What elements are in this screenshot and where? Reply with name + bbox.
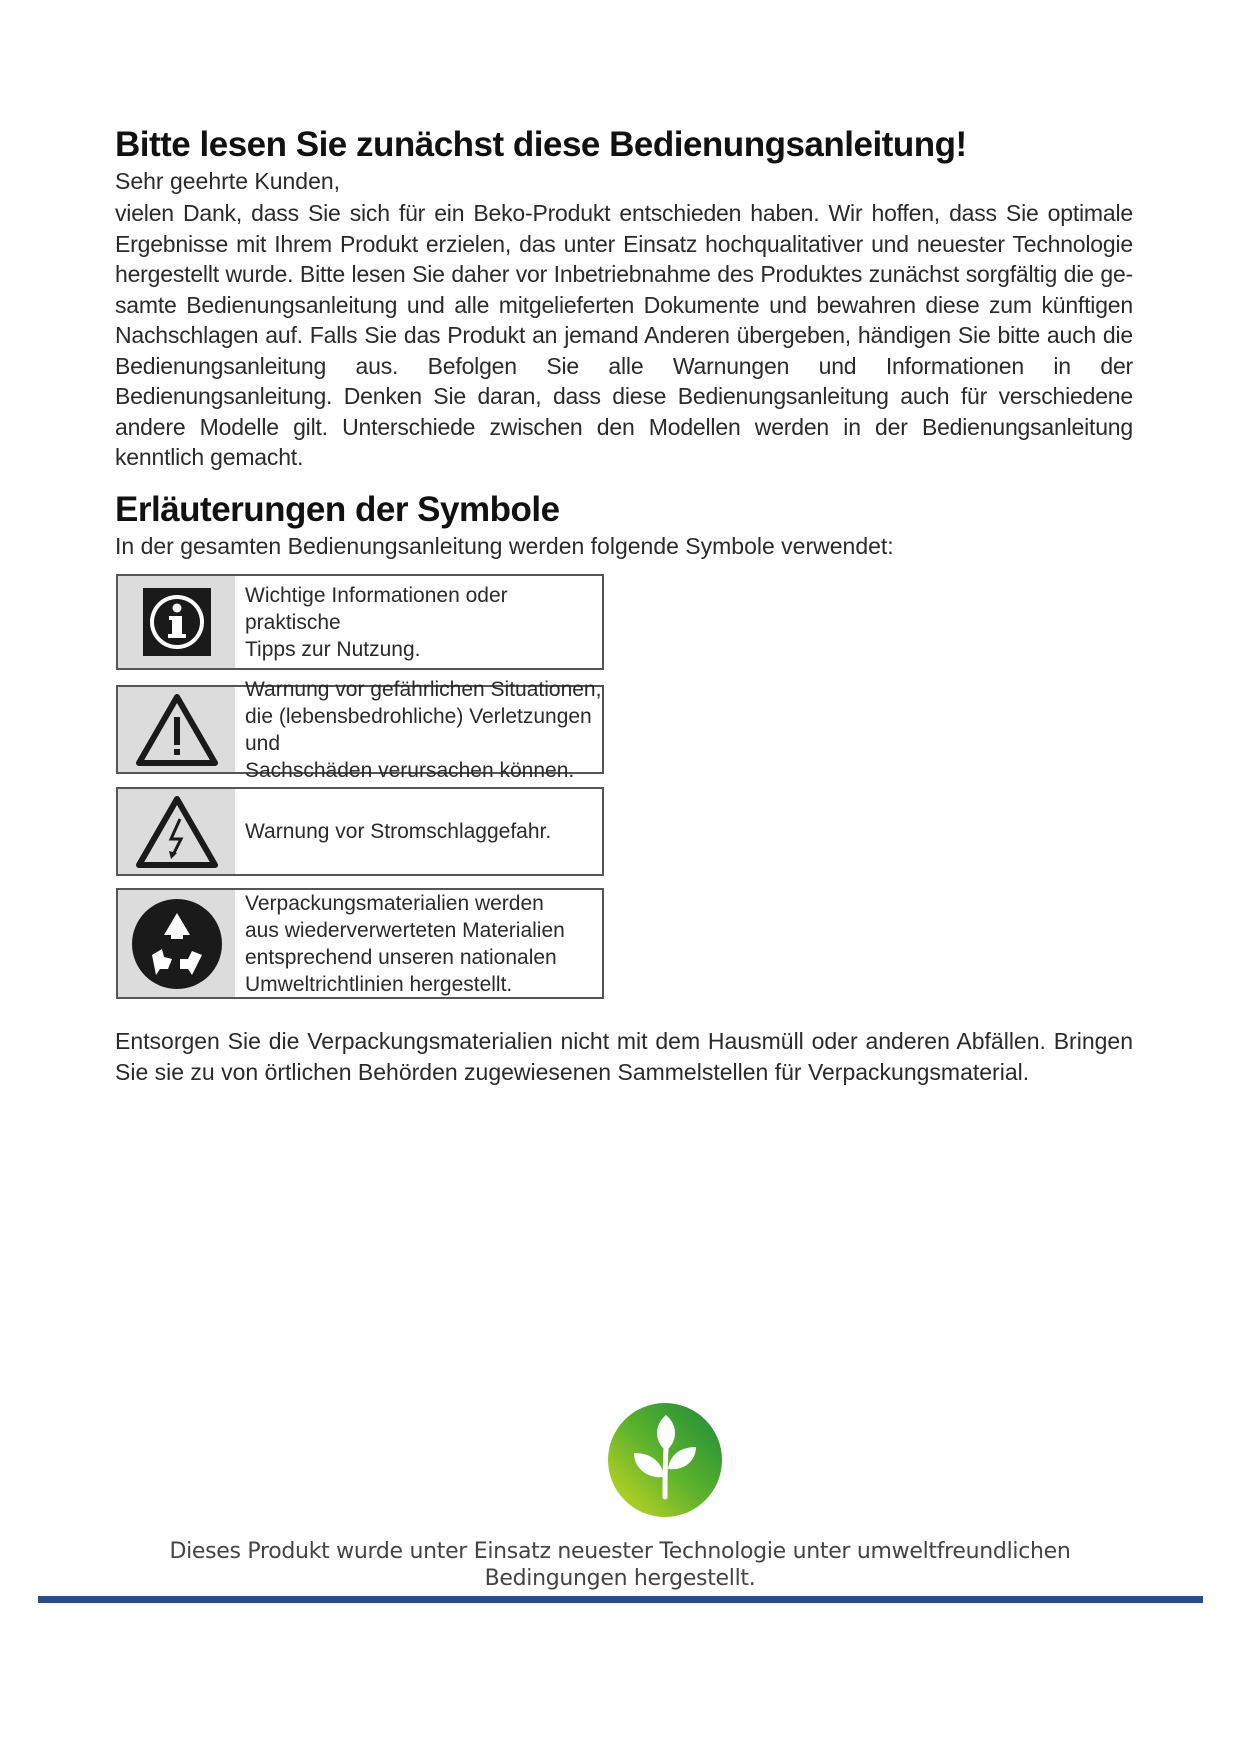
footer-text: Dieses Produkt wurde unter Einsatz neuester Technologie unter umweltfreundlichen Bedingungen hergestellt. [169,1539,1071,1591]
page-title: Bitte lesen Sie zunächst diese Bedienungsanleitung! [115,125,967,164]
electric-shock-icon [118,789,235,874]
symbol-text: Verpackungsmaterialien werden aus wiederverwerteten Materialien entsprechend unseren nationalen Umweltrichtlinien hergestellt. [245,891,565,996]
footer-bar [38,1596,1203,1603]
info-icon [118,576,235,668]
symbol-row-warning [116,677,604,782]
symbols-heading: Erläuterungen der Symbole [115,490,560,529]
recycling-icon [118,890,235,997]
symbol-text: Warnung vor Stromschlaggefahr. [245,820,552,843]
symbol-row-electric [116,787,604,876]
salutation: Sehr geehrte Kunden, [115,168,341,194]
eco-leaf-icon [606,1401,724,1519]
disposal-paragraph: Entsorgen Sie die Verpackungsmaterialien nicht mit dem Hausmüll oder anderen Abfällen. Bringen Sie sie zu von örtlichen Behörden zugewiesenen Sammelstellen für Verpackungsmaterial. [115,1028,1133,1085]
symbol-row-info [116,574,604,670]
symbols-intro: In der gesamten Bedienungsanleitung werden folgende Symbole verwendet: [115,533,894,559]
symbol-row-recycling [116,888,604,999]
symbol-text: Warnung vor gefährlichen Situationen, die (lebensbedrohliche) Verletzungen und Sachschäden verursachen können. [245,677,602,782]
warning-icon [118,687,235,772]
symbol-text: Wichtige Informationen oder praktische Tipps zur Nutzung. [245,583,508,661]
intro-paragraph: vielen Dank, dass Sie sich für ein Beko-Produkt entschieden haben. Wir hoffen, dass Sie optimale Ergebnisse mit Ihrem Produkt erzielen, das unter Einsatz hochqualitativer und neuester Technologie hergestellt wurde. Bitte lesen Sie daher vor Inbetriebnahme des Produktes zunächst sorgfältig die ge-samte Bedienungsanleitung und alle mitgelieferten Dokumente und bewahren diese zum künftigen Nachschlagen auf. Falls Sie das Produkt an jemand Anderen übergeben, händigen Sie bitte auch die Bedienungsanleitung aus. Befolgen Sie alle Warnungen und Informationen in der Bedienungsanleitung. Denken Sie daran, dass diese Bedienungsanleitung auch für verschiedene andere Modelle gilt. Unterschiede zwischen den Modellen werden in der Bedienungsanleitung kenntlich gemacht. [115,200,1133,470]
